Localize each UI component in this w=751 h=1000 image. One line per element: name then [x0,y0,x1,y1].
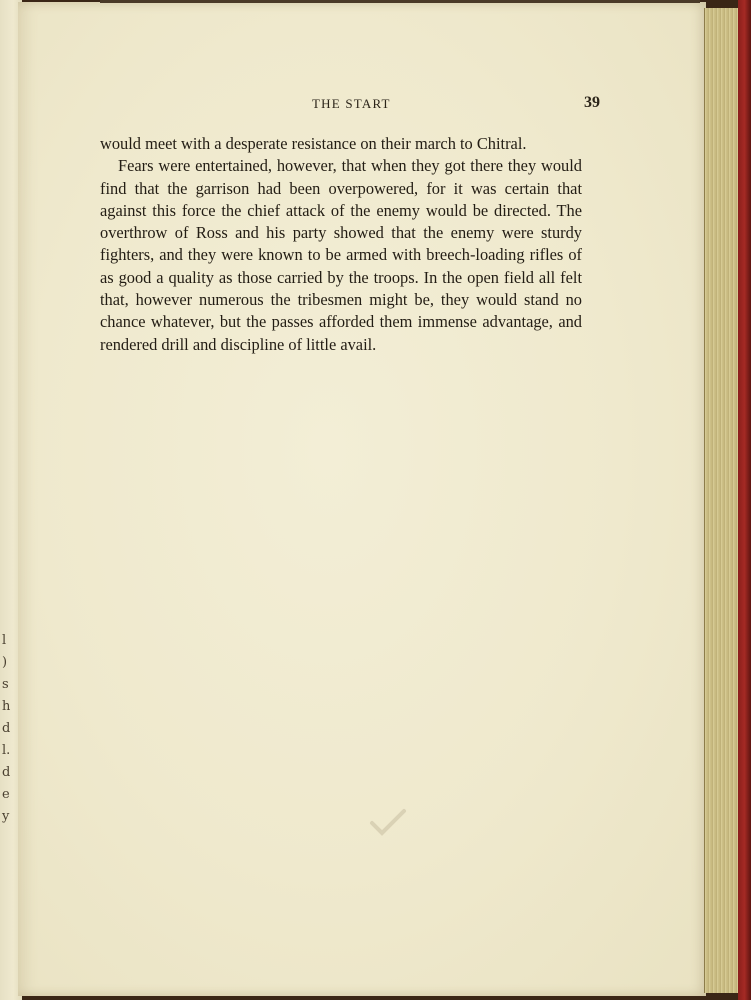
fragment: s [2,677,9,692]
page-body [100,133,582,356]
cover-edge [738,0,751,1000]
top-shadow-edge [100,0,700,3]
previous-page-fragments [2,630,16,828]
paragraph: Fears were entertained, however, that when they got there they would find that the garrison had been overpowered, for it was certain that against this force the chief attack of the enemy would be directed. The overthrow of Ross and his party showed that the enemy were sturdy fighters, and they were known to be armed with breech-loading rifles of as good a quality as those carried by the troops. In the open field all felt that, however numerous the tribesmen might be, they would stand no chance whatever, but the passes afforded them immense advantage, and rendered drill and discipline of little avail. [100,156,582,354]
fragment: ) [2,655,8,670]
book-block-edges [704,8,739,993]
running-header [100,96,600,116]
page-number: 39 [584,94,600,111]
fragment: d [2,765,11,780]
fragment: y [2,809,10,824]
fragment: d [2,721,11,736]
fragment: e [2,787,10,802]
book-page [18,2,706,996]
paragraph: would meet with a desperate resistance on their march to Chitral. [100,134,527,153]
faint-mark-icon [368,807,408,837]
running-title: THE START [312,96,391,111]
fragment: l. [2,743,11,758]
fragment: l [2,633,7,648]
fragment: h [2,699,11,714]
